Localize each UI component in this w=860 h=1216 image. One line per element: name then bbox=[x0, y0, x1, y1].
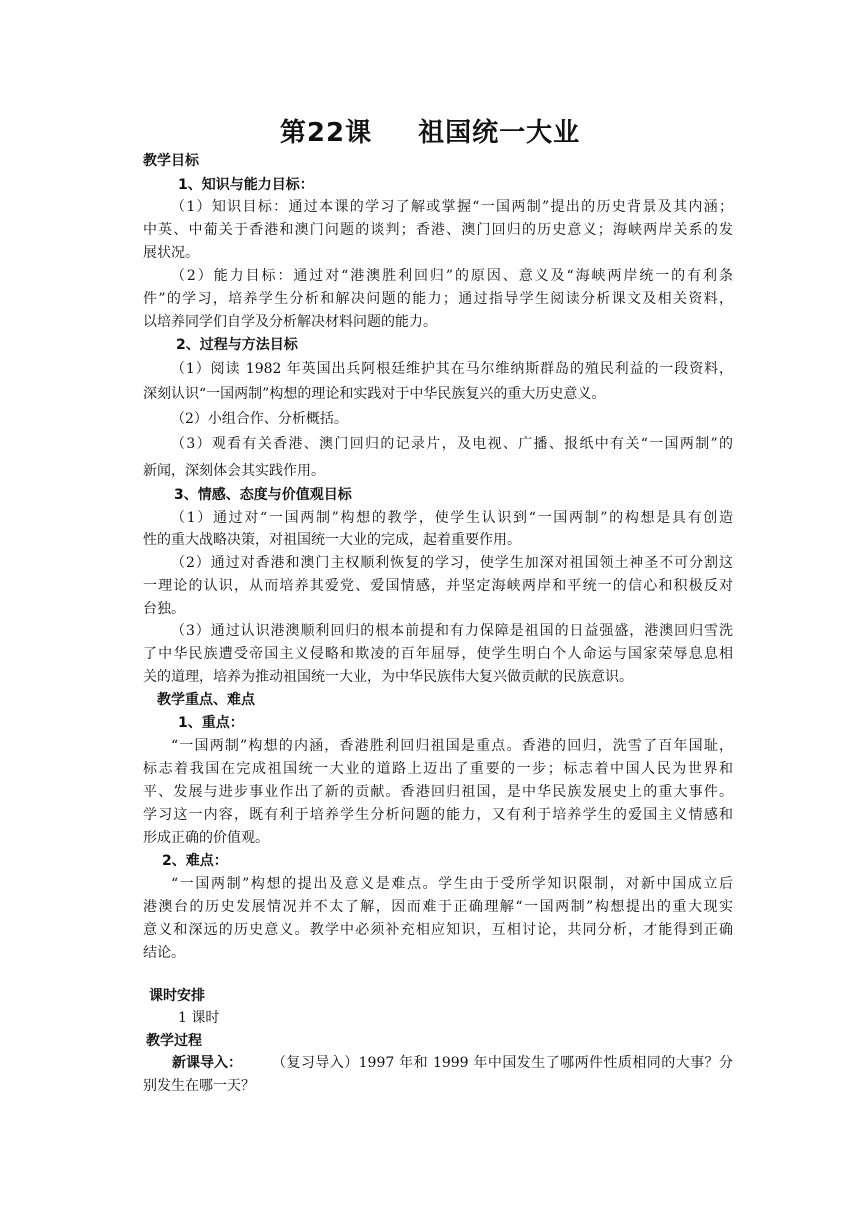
difficulty-line: “一国两制”构想的提出及意义是难点。学生由于受所学知识限制，对新中国成立后 bbox=[171, 876, 733, 892]
difficulty-line: 港澳台的历史发展情况并不太了解，因而难于正确理解“一国两制”构想提出的重大现实 bbox=[143, 899, 733, 915]
focus-line: 形成正确的价值观。 bbox=[143, 830, 269, 846]
intro-label: 新课导入： bbox=[172, 1055, 242, 1071]
method-line: （1）阅读 1982 年英国出兵阿根廷维护其在马尔维纳斯群岛的殖民利益的一段资料， bbox=[171, 361, 733, 377]
objectives-heading: 教学目标 bbox=[143, 153, 199, 169]
lesson-name: 祖国统一大业 bbox=[418, 118, 581, 148]
focus-line: 学习这一内容，既有利于培养学生分析问题的能力，又有利于培养学生的爱国主义情感和 bbox=[143, 807, 733, 823]
knowledge-line: 中英、中葡关于香港和澳门问题的谈判；香港、澳门回归的历史意义；海峡两岸关系的发 bbox=[143, 222, 733, 238]
difficulty-line: 结论。 bbox=[143, 945, 185, 961]
emotion-line: 台独。 bbox=[143, 601, 185, 617]
difficulty-line: 意义和深远的历史意义。教学中必须补充相应知识，互相讨论，共同分析，才能得到正确 bbox=[143, 922, 733, 938]
emotion-line: 性的重大战略决策，对祖国统一大业的完成，起着重要作用。 bbox=[143, 532, 521, 548]
ability-line: 件”的学习，培养学生分析和解决问题的能力；通过指导学生阅读分析课文及相关资料， bbox=[143, 291, 733, 307]
intro-line: 别发生在哪一天？ bbox=[143, 1078, 255, 1094]
method-line: 新闻，深刻体会其实践作用。 bbox=[143, 463, 325, 479]
knowledge-line: （1）知识目标：通过本课的学习了解或掌握“一国两制”提出的历史背景及其内涵； bbox=[171, 199, 733, 215]
method-line: （2）小组合作、分析概括。 bbox=[171, 411, 348, 427]
method-line: 深刻认识“一国两制”构想的理论和实践对于中华民族复兴的重大历史意义。 bbox=[143, 386, 606, 402]
focus-line: 平、发展与进步事业作出了新的贡献。香港回归祖国，是中华民族发展史上的重大事件。 bbox=[143, 784, 733, 800]
objectives-section-2: 2、过程与方法目标 bbox=[176, 337, 298, 353]
knowledge-line: 展状况。 bbox=[143, 245, 199, 261]
intro-line: （复习导入）1997 年和 1999 年中国发生了哪两件性质相同的大事？分 bbox=[272, 1055, 733, 1071]
keypoints-difficulty-title: 2、难点： bbox=[162, 853, 228, 869]
ability-line: （2）能力目标：通过对“港澳胜利回归”的原因、意义及“海峡两岸统一的有利条 bbox=[171, 268, 733, 284]
emotion-line: 一理论的认识，从而培养其爱党、爱国情感，并坚定海峡两岸和平统一的信心和积极反对 bbox=[143, 578, 733, 594]
process-heading: 教学过程 bbox=[146, 1033, 202, 1049]
objectives-section-3: 3、情感、态度与价值观目标 bbox=[174, 487, 352, 503]
emotion-line: 关的道理，培养为推动祖国统一大业，为中华民族伟大复兴做贡献的民族意识。 bbox=[143, 669, 633, 685]
keypoints-heading: 教学重点、难点 bbox=[157, 692, 255, 708]
focus-line: 标志着我国在完成祖国统一大业的道路上迈出了重要的一步；标志着中国人民为世界和 bbox=[143, 761, 733, 777]
focus-line: “一国两制”构想的内涵，香港胜利回归祖国是重点。香港的回归，洗雪了百年国耻， bbox=[171, 738, 733, 754]
lesson-number: 第22课 bbox=[279, 118, 373, 148]
schedule-heading: 课时安排 bbox=[149, 988, 205, 1004]
emotion-line: （1）通过对“一国两制”构想的教学，使学生认识到“一国两制”的构想是具有创造 bbox=[171, 510, 733, 526]
method-line: （3）观看有关香港、澳门回归的记录片，及电视、广播、报纸中有关“一国两制”的 bbox=[171, 436, 733, 452]
emotion-line: 了中华民族遭受帝国主义侵略和欺凌的百年屈辱，使学生明白个人命运与国家荣辱息息相 bbox=[143, 646, 733, 662]
emotion-line: （3）通过认识港澳顺利回归的根本前提和有力保障是祖国的日益强盛，港澳回归雪洗 bbox=[171, 623, 733, 639]
keypoints-focus-title: 1、重点： bbox=[178, 715, 244, 731]
objectives-section-1: 1、知识与能力目标： bbox=[178, 177, 314, 193]
lesson-title bbox=[0, 112, 860, 149]
emotion-line: （2）通过对香港和澳门主权顺利恢复的学习，使学生加深对祖国领土神圣不可分割这 bbox=[171, 555, 733, 571]
schedule-value: 1 课时 bbox=[178, 1010, 220, 1026]
ability-line: 以培养同学们自学及分析解决材料问题的能力。 bbox=[143, 314, 437, 330]
